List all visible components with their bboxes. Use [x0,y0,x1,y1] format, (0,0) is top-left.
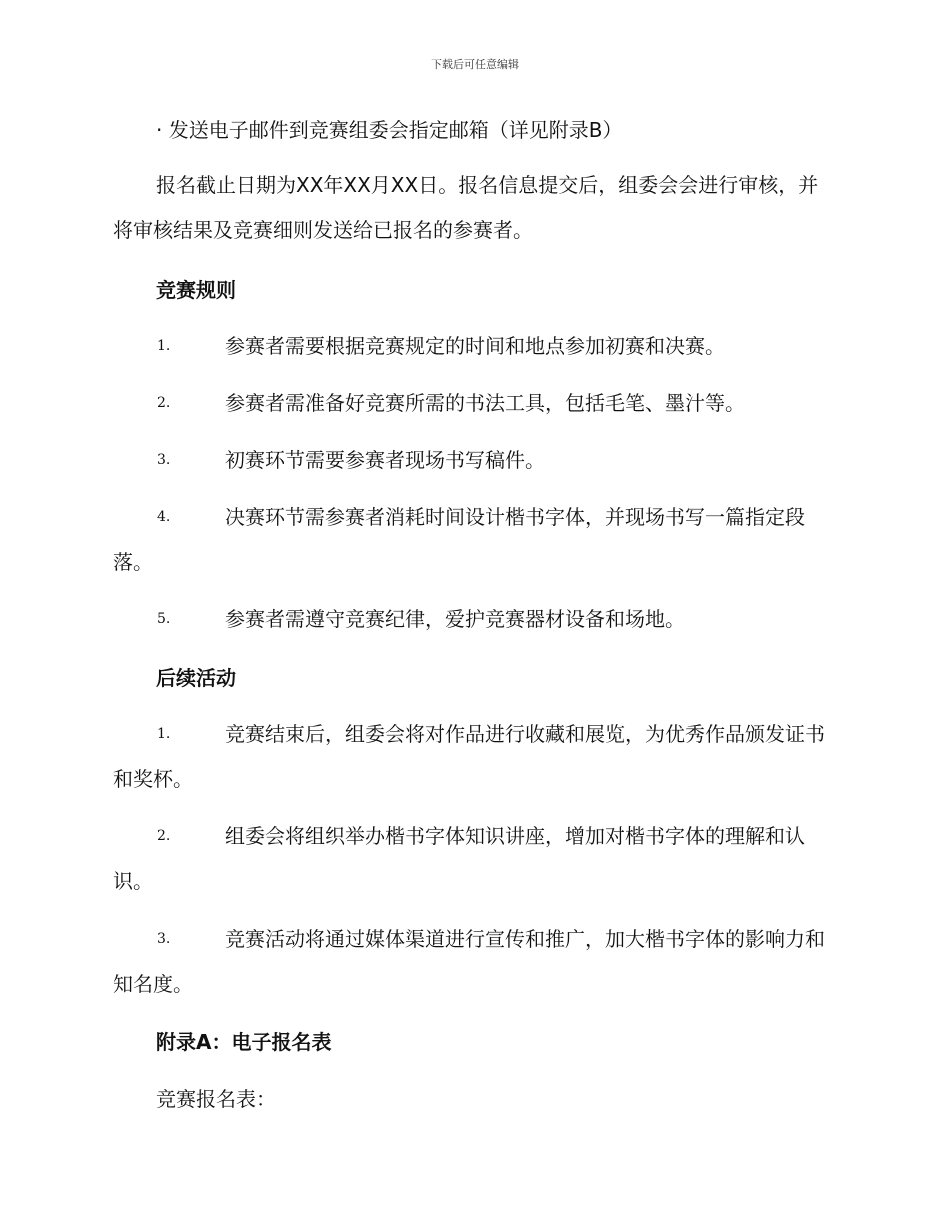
page-header-watermark: 下载后可任意编辑 [431,58,519,71]
rules-heading [113,278,835,302]
list-item-text: 竞赛结束后，组委会将对作品进行收藏和展览，为优秀作品颁发证书和奖杯。 [113,722,825,791]
registration-form-label [113,1087,835,1111]
rules-heading-text: 竞赛规则 [156,278,236,302]
submission-bullet-text: · 发送电子邮件到竞赛组委会指定邮箱（详见附录B） [156,118,623,142]
list-item-number: 1. [157,726,171,742]
list-item-number: 2. [157,395,171,411]
list-item-number: 1. [157,338,171,354]
list-item-number: 5. [157,611,171,627]
list-item-number: 2. [157,828,171,844]
rules-list-item [113,438,835,483]
submission-bullet [113,118,835,142]
appendix-a-heading-text: 附录A：电子报名表 [156,1030,332,1054]
list-item-text: 参赛者需要根据竞赛规定的时间和地点参加初赛和决赛。 [225,334,725,358]
rules-list-item [113,324,835,369]
followup-heading-text: 后续活动 [156,666,236,690]
followup-heading [113,666,835,690]
followup-list-item [113,712,835,802]
deadline-paragraph-text: 报名截止日期为XX年XX月XX日。报名信息提交后，组委会会进行审核，并将审核结果及竞赛细则发送给已报名的参赛者。 [113,173,819,242]
registration-form-label-text: 竞赛报名表： [156,1087,276,1111]
list-item-text: 决赛环节需参赛者消耗时间设计楷书字体，并现场书写一篇指定段落。 [113,505,805,574]
list-item-number: 4. [157,509,171,525]
list-item-number: 3. [157,931,171,947]
list-item-text: 竞赛活动将通过媒体渠道进行宣传和推广，加大楷书字体的影响力和知名度。 [113,927,825,996]
list-item-text: 初赛环节需要参赛者现场书写稿件。 [225,448,545,472]
deadline-paragraph [113,163,835,253]
followup-list-item [113,814,835,904]
rules-list-item [113,381,835,426]
rules-list-item [113,597,835,642]
list-item-text: 参赛者需准备好竞赛所需的书法工具，包括毛笔、墨汁等。 [225,391,745,415]
list-item-text: 组委会将组织举办楷书字体知识讲座，增加对楷书字体的理解和认识。 [113,824,805,893]
appendix-a-heading [113,1030,835,1054]
list-item-text: 参赛者需遵守竞赛纪律，爱护竞赛器材设备和场地。 [225,607,685,631]
rules-list-item [113,495,835,585]
list-item-number: 3. [157,452,171,468]
followup-list-item [113,917,835,1007]
